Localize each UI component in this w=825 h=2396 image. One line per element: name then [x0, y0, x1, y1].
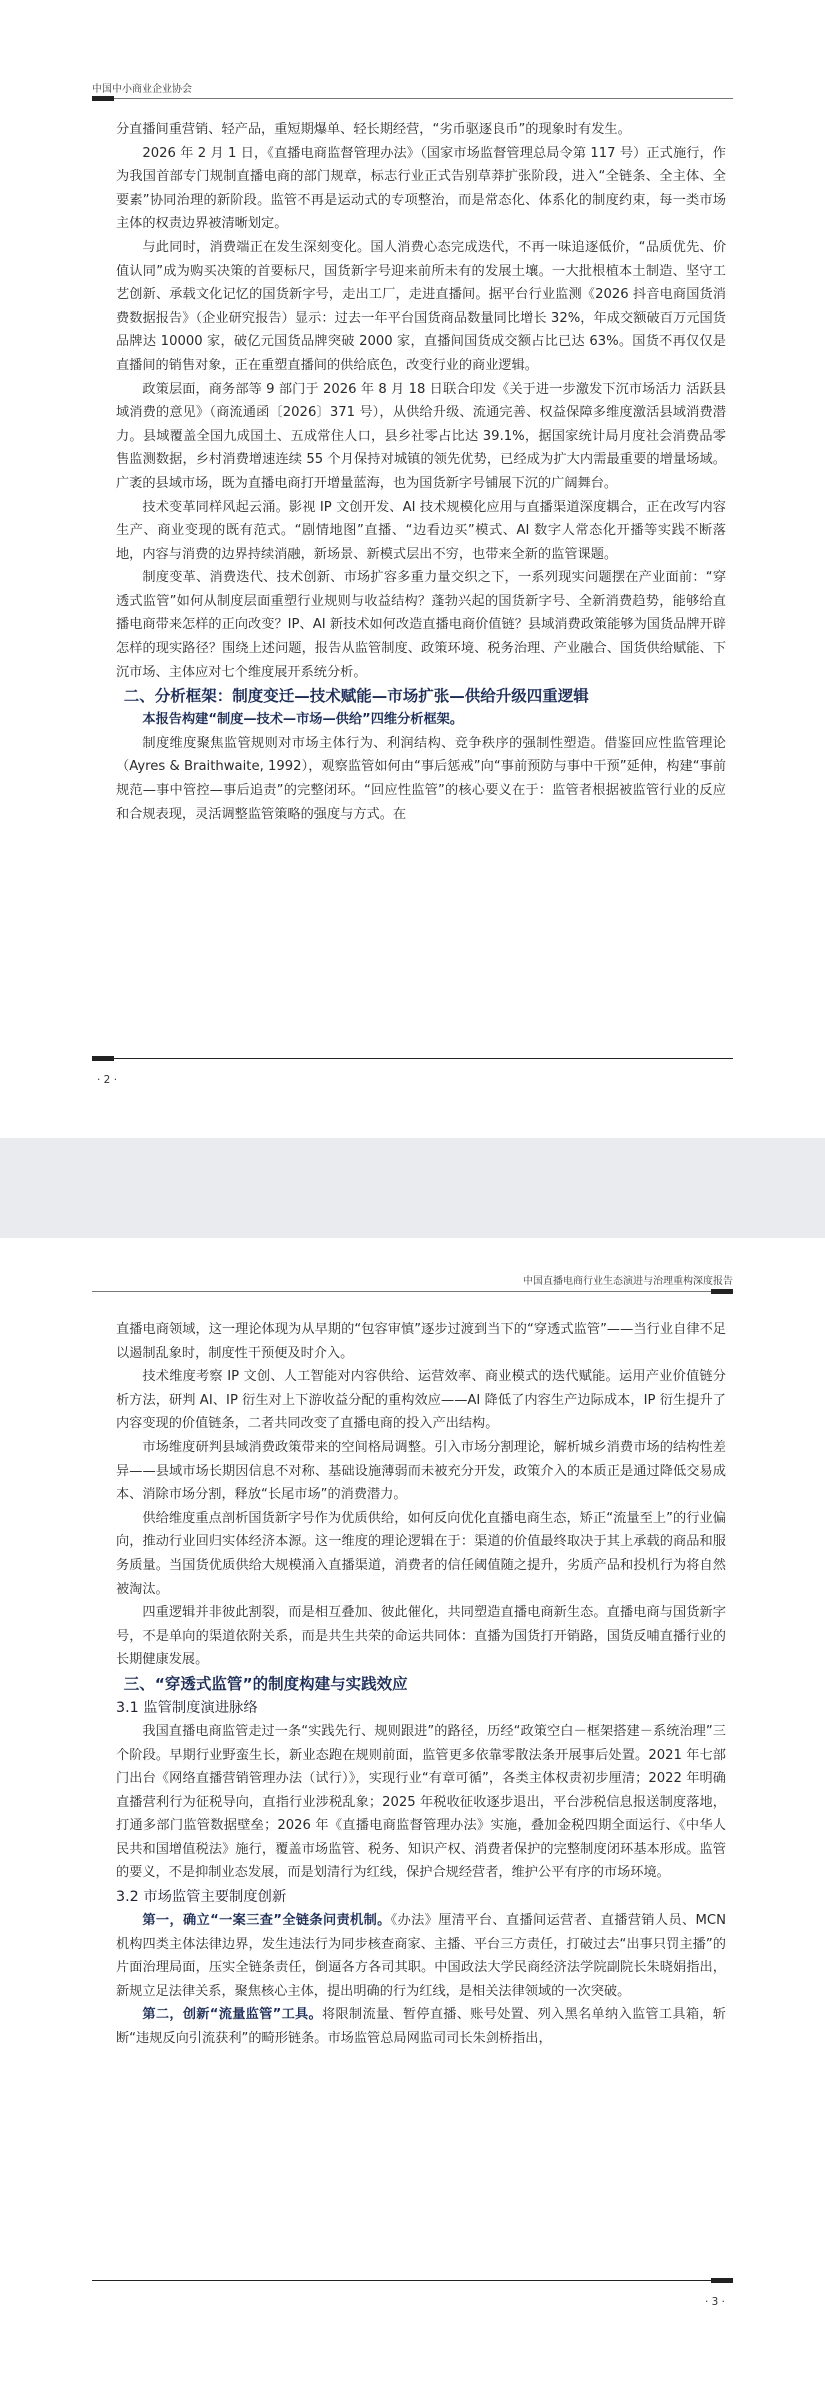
- body-paragraph: [116, 1909, 726, 2003]
- paragraph-lead-bold: 本报告构建“制度—技术—市场—供给”四维分析框架。: [142, 712, 464, 728]
- section-heading: 二、分析框架：制度变迁—技术赋能—市场扩张—供给升级四重逻辑: [123, 687, 589, 706]
- subsection-heading: 3.2 市场监管主要制度创新: [116, 1889, 287, 1906]
- body-paragraph: 政策层面，商务部等 9 部门于 2026 年 8 月 18 日联合印发《关于进一步激发下沉市场活力 活跃县域消费的意见》（商流通函〔2026〕371 号），从供给升级、流通完善、权益保障多维度激活县域消费潜力。县域覆盖全国九成国土、五成常住人口，县乡社零占比达 39.1%，据国家统计局月度社会消费品零售监测数据，乡村消费增速连续 55 个月保持对城镇的领先优势，已经成为扩大内需最重要的增量场域。广袤的县域市场，既为直播电商打开增量蓝海，也为国货新字号铺展下沉的广阔舞台。: [116, 381, 726, 491]
- body-paragraph: [116, 708, 726, 732]
- paragraph-lead-bold: 第一，确立“一案三查”全链条问责机制。: [142, 1913, 391, 1929]
- subsection-heading: 3.1 监管制度演进脉络: [116, 1699, 258, 1716]
- footer-accent-bar: [711, 2278, 733, 2283]
- paragraph-text: 《办法》厘清平台、直播间运营者、直播营销人员、MCN 机构四类主体法律边界，发生违法行为同步核查商家、主播、平台三方责任，打破过去“出事只罚主播”的片面治理局面，压实全链条责任，倒逼各方各司其职。中国政法大学民商经济法学院副院长朱晓娟指出，新规立足法律关系，聚焦核心主体，提出明确的行为红线，是相关法律领域的一次突破。: [116, 1913, 726, 1999]
- body-paragraph: 技术维度考察 IP 文创、人工智能对内容供给、运营效率、商业模式的迭代赋能。运用产业价值链分析方法，研判 AI、IP 衍生对上下游收益分配的重构效应——AI 降低了内容生产边际成本，IP 衍生提升了内容变现的价值链条，二者共同改变了直播电商的投入产出结构。: [116, 1369, 726, 1432]
- body-paragraph: 我国直播电商监管走过一条“实践先行、规则跟进”的路径，历经“政策空白－框架搭建－系统治理”三个阶段。早期行业野蛮生长，新业态跑在规则前面，监管更多依靠零散法条开展事后处置。2021 年七部门出台《网络直播营销管理办法（试行）》，实现行业“有章可循”，各类主体权责初步厘清；2022 年明确直播营利行为征税导向，直指行业涉税乱象；2025 年税收征收逐步退出，平台涉税信息报送制度落地，打通多部门监管数据壁垒；2026 年《直播电商监督管理办法》实施，叠加金税四期全面运行、《中华人民共和国增值税法》施行，覆盖市场监管、税务、知识产权、消费者保护的完整制度闭环基本形成。监管的要义，不是抑制业态发展，而是划清行为红线，保护合规经营者，维护公平有序的市场环境。: [116, 1723, 726, 1881]
- continued-paragraph: 分直播间重营销、轻产品，重短期爆单、轻长期经营，“劣币驱逐良币”的现象时有发生。: [116, 122, 631, 137]
- footer-rule: [92, 1058, 733, 1059]
- body-paragraph: 2026 年 2 月 1 日，《直播电商监督管理办法》（国家市场监督管理总局令第 117 号）正式施行，作为我国首部专门规制直播电商的部门规章，标志行业正式告别草莽扩张阶段，进入“全链条、全主体、全要素”协同治理的新阶段。监管不再是运动式的专项整治，而是常态化、体系化的制度约束，每一类市场主体的权责边界被清晰划定。: [116, 145, 726, 232]
- page-body: [116, 1318, 726, 2051]
- header-accent-bar: [92, 96, 114, 101]
- body-paragraph: 制度变革、消费迭代、技术创新、市场扩容多重力量交织之下，一系列现实问题摆在产业面前：“穿透式监管”如何从制度层面重塑行业规则与收益结构？蓬勃兴起的国货新字号、全新消费趋势，能够给直播电商带来怎样的正向改变？IP、AI 新技术如何改造直播电商价值链？县域消费政策能够为国货品牌开辟怎样的现实路径？围绕上述问题，报告从监管制度、政策环境、税务治理、产业融合、国货供给赋能、下沉市场、主体应对七个维度展开系统分析。: [116, 570, 726, 680]
- body-paragraph: 技术变革同样风起云涌。影视 IP 文创开发、AI 技术规模化应用与直播渠道深度耦合，正在改写内容生产、商业变现的既有范式。“剧情地图”直播、“边看边买”模式、AI 数字人常态化开播等实践不断落地，内容与消费的边界持续消融，新场景、新模式层出不穷，也带来全新的监管课题。: [116, 499, 726, 562]
- body-paragraph: 供给维度重点剖析国货新字号作为优质供给，如何反向优化直播电商生态，矫正“流量至上”的行业偏向，推动行业回归实体经济本源。这一维度的理论逻辑在于：渠道的价值最终取决于其上承载的商品和服务质量。当国货优质供给大规模涌入直播渠道，消费者的信任阈值随之提升，劣质产品和投机行为将自然被淘汰。: [116, 1510, 726, 1597]
- paragraph-lead-bold: 第二，创新“流量监管”工具。: [142, 2007, 323, 2023]
- header-rule: [92, 98, 733, 99]
- footer-accent-bar: [92, 1056, 114, 1061]
- body-paragraph: 制度维度聚焦监管规则对市场主体行为、利润结构、竞争秩序的强制性塑造。借鉴回应性监管理论（Ayres & Braithwaite, 1992），观察监管如何由“事后惩戒”向“事前预防与事中干预”延伸，构建“事前规范—事中管控—事后追责”的完整闭环。“回应性监管”的核心要义在于：监管者根据被监管行业的反应和合规表现，灵活调整监管策略的强度与方式。在: [116, 735, 726, 822]
- header-rule: [92, 1291, 733, 1292]
- footer-rule: [92, 2280, 733, 2281]
- header-organization: 中国中小商业企业协会: [92, 84, 192, 95]
- header-report-title: 中国直播电商行业生态演进与治理重构深度报告: [523, 1276, 733, 1287]
- section-heading: 三、“穿透式监管”的制度构建与实践效应: [123, 1674, 408, 1693]
- header-accent-bar: [711, 1289, 733, 1294]
- page-body: [116, 118, 726, 826]
- document-page-3: [0, 1238, 825, 2396]
- paragraph-text: 将限制流量、暂停直播、账号处置、列入黑名单纳入监管工具箱，斩断“违规反向引流获利”的畸形链条。市场监管总局网监司司长朱剑桥指出，: [116, 2007, 726, 2047]
- body-paragraph: 四重逻辑并非彼此割裂，而是相互叠加、彼此催化，共同塑造直播电商新生态。直播电商与国货新字号，不是单向的渠道依附关系，而是共生共荣的命运共同体：直播为国货打开销路，国货反哺直播行业的长期健康发展。: [116, 1605, 726, 1668]
- continued-paragraph: 直播电商领域，这一理论体现为从早期的“包容审慎”逐步过渡到当下的“穿透式监管”——当行业自律不足以遏制乱象时，制度性干预便及时介入。: [116, 1322, 726, 1361]
- page-number: · 3 ·: [704, 2296, 725, 2308]
- document-page-2: [0, 0, 825, 1138]
- body-paragraph: 市场维度研判县域消费政策带来的空间格局调整。引入市场分割理论，解析城乡消费市场的结构性差异——县域市场长期因信息不对称、基础设施薄弱而未被充分开发，政策介入的本质正是通过降低交易成本、消除市场分割，释放“长尾市场”的消费潜力。: [116, 1439, 726, 1503]
- body-paragraph: [116, 2003, 726, 2050]
- page-number: · 2 ·: [97, 1074, 118, 1086]
- body-paragraph: 与此同时，消费端正在发生深刻变化。国人消费心态完成迭代，不再一味追逐低价，“品质优先、价值认同”成为购买决策的首要标尺，国货新字号迎来前所未有的发展土壤。一大批根植本土制造、坚守工艺创新、承载文化记忆的国货新字号，走出工厂，走进直播间。据平台行业监测《2026 抖音电商国货消费数据报告》（企业研究报告）显示：过去一年平台国货商品数量同比增长 32%，年成交额破百万元国货品牌达 10000 家，破亿元国货品牌突破 2000 家，直播间国货成交额占比已达 63%。国货不再仅仅是直播间的销售对象，正在重塑直播间的供给底色，改变行业的商业逻辑。: [116, 239, 726, 373]
